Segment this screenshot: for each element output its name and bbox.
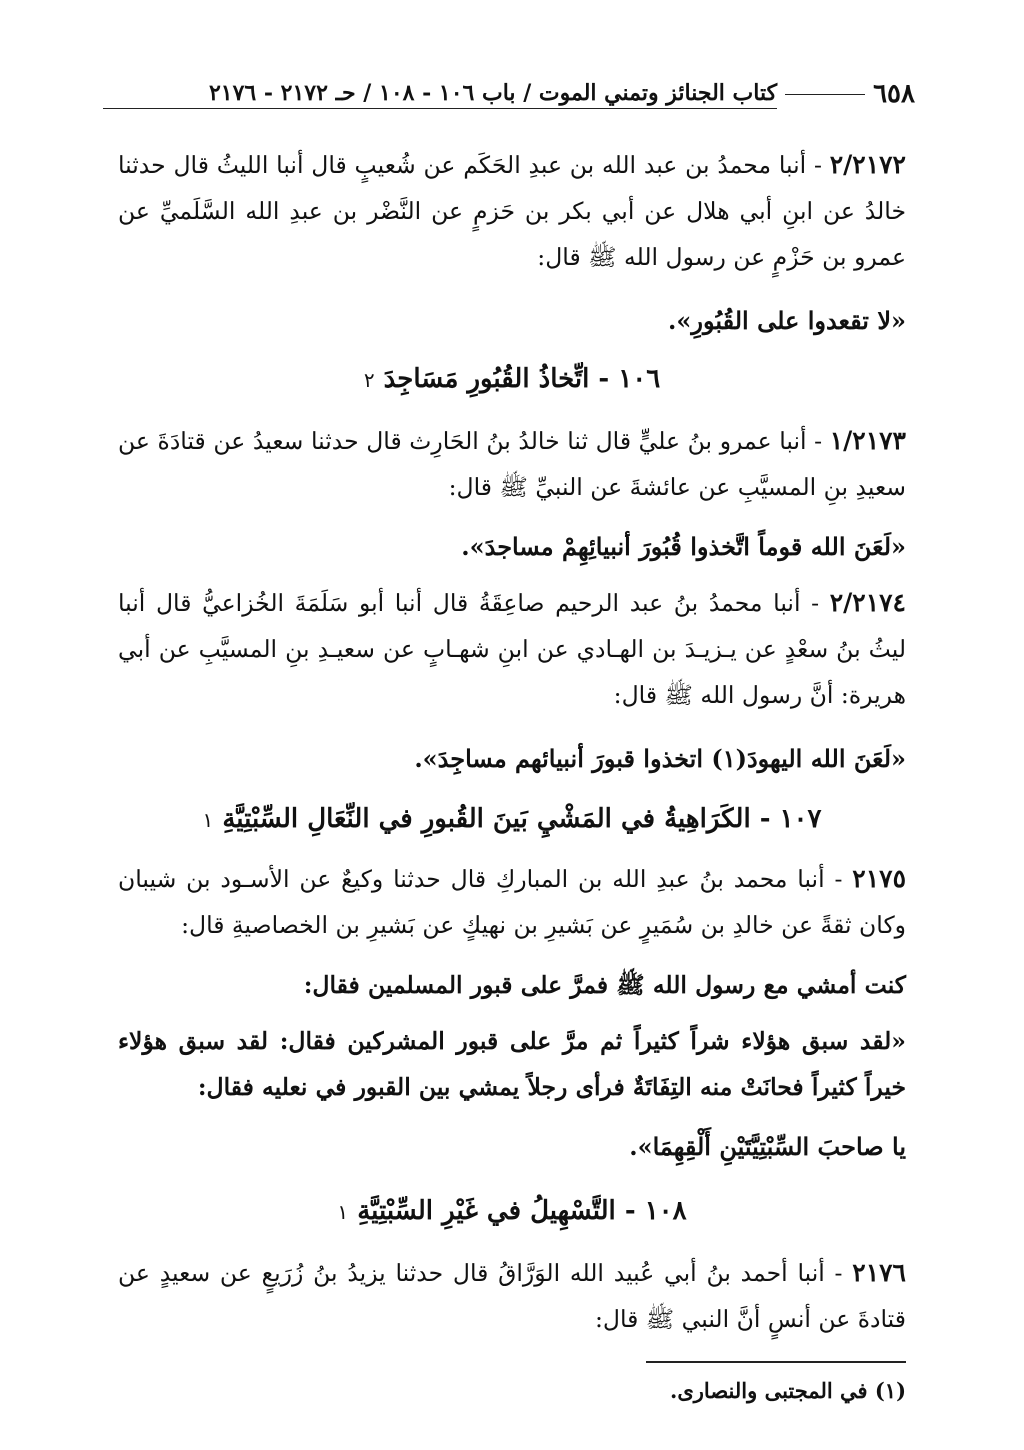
hadith-2172-quote: «لا تقعدوا على القُبُورِ». xyxy=(668,306,906,335)
hadith-2175-narration: كنت أمشي مع رسول الله ﷺ فمرَّ على قبور المسلمين فقال: xyxy=(303,971,906,999)
hadith-text: - أنبا محمدُ بن عبد الله بن عبدِ الحَكَم عن شُعيبٍ قال أنبا الليثُ قال حدثنا خالدُ عن ابنِ أبي هلال عن أبي بكر بن حَزمٍ عن النَّضْر بن عبدِ الله السَّلَميِّ عن عمرو بن حَزْمٍ عن رسول الله ﷺ قال: xyxy=(118,151,906,271)
chapter-note-ref: ١ xyxy=(337,1200,349,1224)
hadith-2173-quote: «لَعَنَ الله قوماً اتَّخذوا قُبُورَ أنبيائِهِمْ مساجدَ». xyxy=(461,532,906,561)
hadith-number: ٢/٢١٧٤ xyxy=(829,588,906,617)
hadith-text: - أنبا أحمد بنُ أبي عُبيد الله الوَرَّاقُ قال حدثنا يزيدُ بنُ زُرَيعٍ عن سعيدٍ عن قتادةَ عن أنسٍ أنَّ النبي ﷺ قال: xyxy=(118,1259,906,1333)
footnote-marker: (١) xyxy=(874,1378,906,1403)
hadith-number: ٢١٧٦ xyxy=(852,1258,906,1287)
chapter-106-heading xyxy=(118,356,906,403)
footnote-text: في المجتبى والنصارى. xyxy=(670,1378,868,1403)
hadith-2175-quote-end: يا صاحبَ السِّبْتِيَّتَيْنِ أَلْقِهِمَا». xyxy=(629,1132,906,1161)
footnote-rule xyxy=(646,1361,906,1363)
hadith-2176 xyxy=(118,1250,906,1342)
hadith-number: ١/٢١٧٣ xyxy=(829,426,906,455)
running-title: كتاب الجنائز وتمني الموت / باب ١٠٦ - ١٠٨ / حـ ٢١٧٢ - ٢١٧٦ xyxy=(103,80,777,109)
chapter-107-heading xyxy=(118,796,906,843)
chapter-title: ١٠٦ - اتِّخاذُ القُبُورِ مَسَاجِدَ xyxy=(383,364,661,394)
footnote xyxy=(118,1374,906,1408)
hadith-2172 xyxy=(118,142,906,280)
chapter-title: ١٠٨ - التَّسْهِيلُ في غَيْرِ السِّبْتِيَّةِ xyxy=(357,1196,687,1226)
running-header xyxy=(95,74,915,114)
chapter-note-ref: ٢ xyxy=(363,368,375,392)
hadith-number: ٢١٧٥ xyxy=(852,864,906,893)
chapter-title: ١٠٧ - الكَرَاهِيةُ في المَشْيِ بَينَ القُبورِ في النِّعَالِ السِّبْتِيَّةِ xyxy=(222,804,822,834)
hadith-text: - أنبا محمدُ بنُ عبد الرحيم صاعِقَةُ قال أنبا أبو سَلَمَةَ الخُزاعيُّ قال أنبا ليثُ بنُ سعْدٍ عن يـزيـدَ بن الهـادي عن ابنِ شهـابٍ عن سعيـدِ بنِ المسيَّبِ عن أبي هريرة: أنَّ رسول الله ﷺ قال: xyxy=(118,589,906,709)
hadith-2173 xyxy=(118,418,906,510)
hadith-text: - أنبا محمد بنُ عبدِ الله بن المباركِ قال حدثنا وكيعٌ عن الأسـود بن شيبان وكان ثقةً عن خالدِ بن سُمَيرٍ عن بَشيرِ بن نهيكٍ عن بَشيرِ بن الخصاصيةِ قال: xyxy=(118,865,906,939)
chapter-note-ref: ١ xyxy=(202,808,214,832)
page-number: ٦٥٨ xyxy=(873,79,915,109)
hadith-number: ٢/٢١٧٢ xyxy=(829,150,906,179)
hadith-2174 xyxy=(118,580,906,718)
hadith-text: - أنبا عمرو بنُ عليٍّ قال ثنا خالدُ بنُ الحَارِث قال حدثنا سعيدُ عن قتادَةَ عن سعيدِ بنِ المسيَّبِ عن عائشةَ عن النبيِّ ﷺ قال: xyxy=(118,427,906,501)
chapter-108-heading xyxy=(118,1188,906,1235)
hadith-2175 xyxy=(118,856,906,948)
hadith-2175-quote: «لقد سبق هؤلاء شراً كثيراً ثم مرَّ على قبور المشركين فقال: لقد سبق هؤلاء خيراً كثيراً فحانَتْ منه التِفَاتَةٌ فرأى رجلاً يمشي بين القبور في نعليه فقال: xyxy=(118,1027,906,1101)
hadith-2174-quote: «لَعَنَ الله اليهودَ(١) اتخذوا قبورَ أنبيائهم مساجِدَ». xyxy=(414,744,906,773)
header-rule xyxy=(785,94,865,95)
